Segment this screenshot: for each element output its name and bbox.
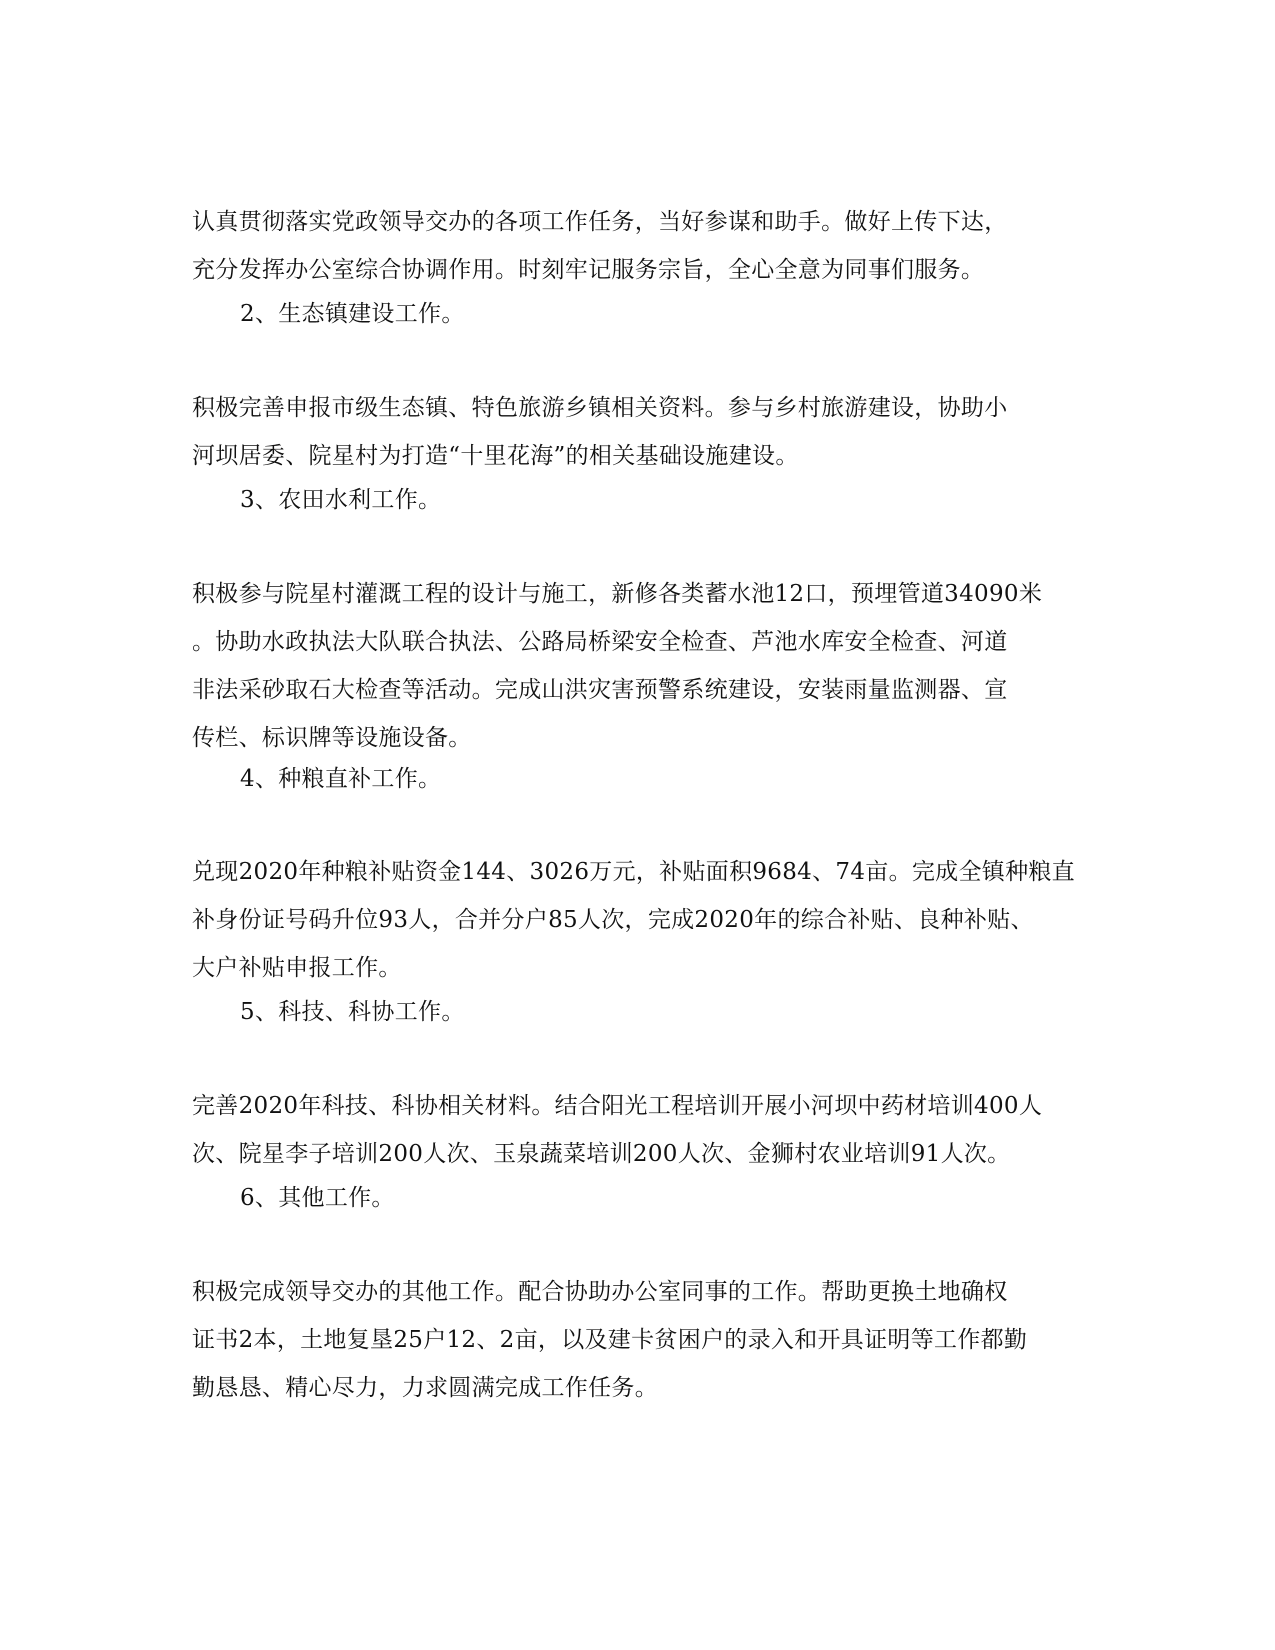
paragraph-water-conservancy: 积极参与院星村灌溉工程的设计与施工，新修各类蓄水池12口，预埋管道34090米 。协助水政执法大队联合执法、公路局桥梁安全检查、芦池水库安全检查、河道 非法采砂取石大检查等活动。完成山洪灾害预警系统建设，安装雨量监测器、宣 传栏、标识牌等设施设备。 <box>192 581 1043 751</box>
paragraph-science-technology: 完善2020年科技、科协相关材料。结合阳光工程培训开展小河坝中药材培训400人 次、院星李子培训200人次、玉泉蔬菜培训200人次、金狮村农业培训91人次。 <box>192 1093 1043 1167</box>
paragraph-grain-subsidy: 兑现2020年种粮补贴资金144、3026万元，补贴面积9684、74亩。完成全镇种粮直 补身份证号码升位93人，合并分户85人次，完成2020年的综合补贴、良种补贴、 大户补贴申报工作。 <box>192 859 1075 981</box>
paragraph-other-work: 积极完成领导交办的其他工作。配合协助办公室同事的工作。帮助更换土地确权 证书2本，土地复垦25户12、2亩，以及建卡贫困户的录入和开具证明等工作都勤 勤恳恳、精心尽力，力求圆满完成工作任务。 <box>192 1279 1028 1401</box>
heading-ecological-town: 2、生态镇建设工作。 <box>240 301 465 327</box>
heading-science-technology: 5、科技、科协工作。 <box>240 999 465 1025</box>
heading-other-work: 6、其他工作。 <box>240 1185 395 1211</box>
paragraph-ecological-town: 积极完善申报市级生态镇、特色旅游乡镇相关资料。参与乡村旅游建设，协助小 河坝居委、院星村为打造“十里花海”的相关基础设施建设。 <box>192 395 1008 469</box>
heading-water-conservancy: 3、农田水利工作。 <box>240 487 442 513</box>
paragraph-office-duties: 认真贯彻落实党政领导交办的各项工作任务，当好参谋和助手。做好上传下达， 充分发挥办公室综合协调作用。时刻牢记服务宗旨，全心全意为同事们服务。 <box>192 209 1008 283</box>
heading-grain-subsidy: 4、种粮直补工作。 <box>240 766 442 792</box>
